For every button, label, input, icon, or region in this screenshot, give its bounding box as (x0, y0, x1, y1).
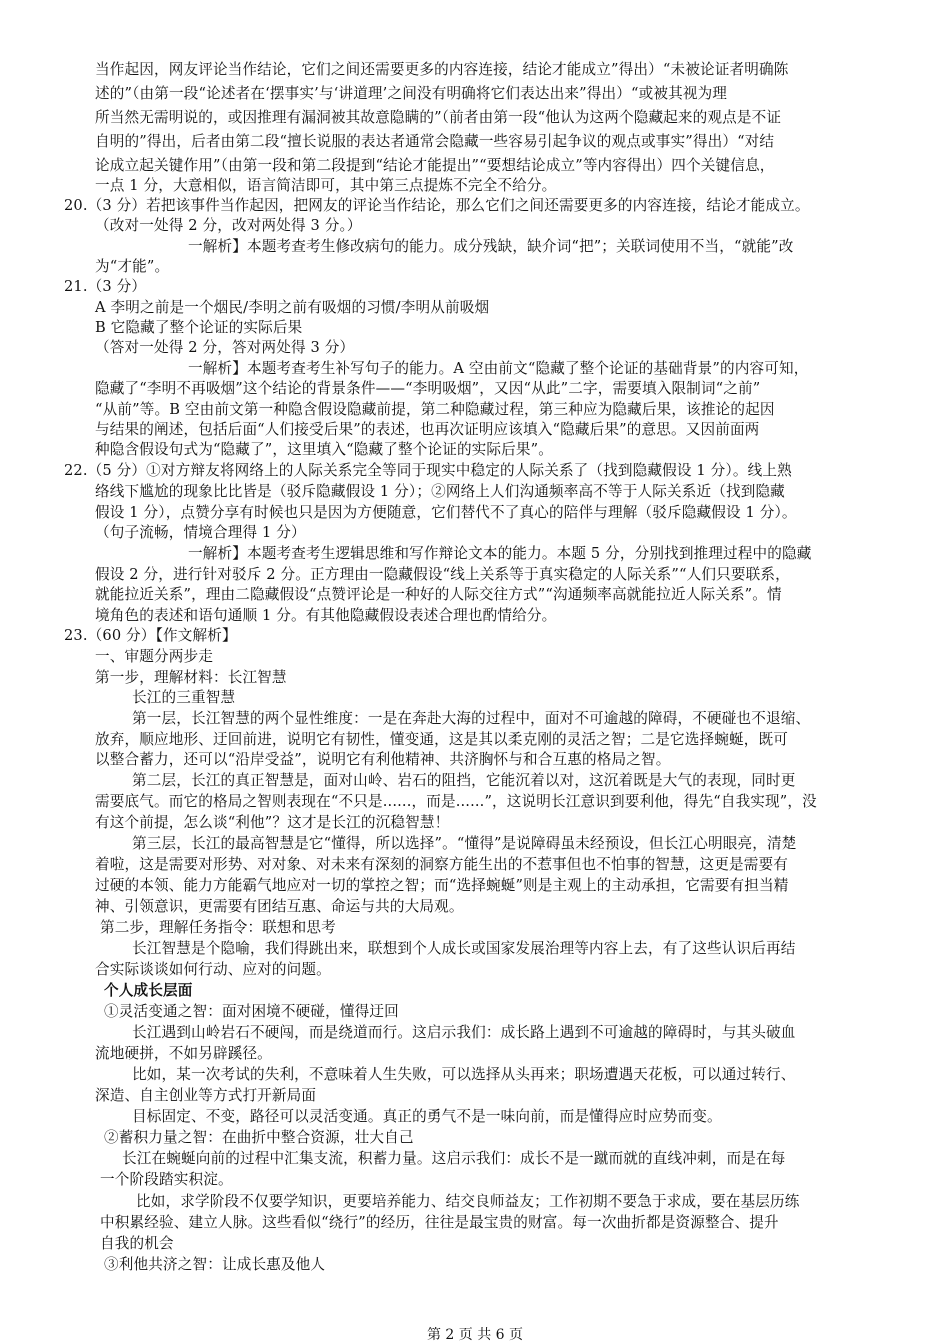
text-line: A 李明之前是一个烟民/李明之前有吸烟的习惯/李明从前吸烟 (95, 299, 490, 316)
text-line: 论成立起关键作用”（由第一段和第二段提到“结论才能提出”“要想结论成立”等内容得出）四个关键信息， (95, 157, 775, 174)
section-heading: 个人成长层面 (104, 982, 193, 999)
text-line: （句子流畅，情境合理得 1 分） (95, 524, 306, 541)
text-line: 一点 1 分，大意相似，语言简洁即可，其中第三点提炼不完全不给分。 (95, 177, 557, 194)
text-line: 第三层，长江的最高智慧是它“懂得，所以选择”。“懂得”是说障碍虽未经预设，但长江心明眼亮，清楚 (132, 835, 797, 852)
text-line: 假设 1 分），点赞分享有时候也只是因为方便随意，它们替代不了真心的陪伴与理解（驳斥隐藏假设 1 分）。 (95, 504, 797, 521)
analysis-line: 一解析】本题考查考生补写句子的能力。A 空由前文“隐藏了整个论证的基础背景”的内容可知， (188, 360, 809, 377)
answer-23-heading: 23.（60 分）【作文解析】 (64, 627, 237, 644)
text-line: 当作起因，网友评论当作结论，它们之间还需要更多的内容连接，结论才能成立”得出）“未被论证者明确陈 (95, 61, 789, 78)
answer-22-heading: 22.（5 分）①对方辩友将网络上的人际关系完全等同于现实中稳定的人际关系了（找到隐藏假设 1 分）。线上熟 (64, 462, 792, 479)
text-line: 比如，求学阶段不仅要学知识，更要培养能力、结交良师益友；工作初期不要急于求成，要在基层历练 (136, 1193, 800, 1210)
text-line: ②蓄积力量之智：在曲折中整合资源，壮大自己 (104, 1129, 414, 1146)
text-line: 自我的机会 (100, 1235, 174, 1252)
answer-20-heading: 20.（3 分）若把该事件当作起因，把网友的评论当作结论，那么它们之间还需要更多的内容连接，结论才能成立。 (64, 197, 810, 214)
text-line: 为“才能”。 (95, 258, 170, 275)
text-line: 合实际谈谈如何行动、应对的问题。 (95, 961, 331, 978)
answer-21-heading: 21.（3 分） (64, 278, 147, 295)
text-line: 所当然无需明说的，或因推理有漏洞被其故意隐瞒的”（前者由第一段“他认为这两个隐藏起来的观点是不证 (95, 109, 782, 126)
text-line: 一、审题分两步走 (95, 648, 213, 665)
text-line: 第一层，长江智慧的两个显性维度：一是在奔赴大海的过程中，面对不可逾越的障碍，不硬碰也不退缩、 (132, 710, 811, 727)
text-line: 过硬的本领、能力方能霸气地应对一切的掌控之智；而“选择蜿蜒”则是主观上的主动承担，它需要有担当精 (95, 877, 789, 894)
text-line: （答对一处得 2 分，答对两处得 3 分） (95, 339, 355, 356)
text-line: 第二步，理解任务指令：联想和思考 (100, 919, 336, 936)
text-line: 述的”（由第一段“论述者在‘摆事实’与‘讲道理’之间没有明确将它们表达出来”得出）“或被其视为理 (95, 85, 728, 102)
text-line: 深造、自主创业等方式打开新局面 (95, 1087, 317, 1104)
text-line: 中积累经验、建立人脉。这些看似“绕行”的经历，往往是最宝贵的财富。每一次曲折都是资源整合、提升 (100, 1214, 779, 1231)
text-line: 假设 2 分，进行针对驳斥 2 分。正方理由一隐藏假设“线上关系等于真实稳定的人际关系”“人们只要联系， (95, 566, 790, 583)
text-line: 需要底气。而它的格局之智则表现在“不只是......，而是......”，这说明长江意识到要利他，得先“自我实现”，没 (95, 793, 817, 810)
text-line: 目标固定、不变，路径可以灵活变通。真正的勇气不是一味向前，而是懂得应时应势而变。 (132, 1108, 722, 1125)
text-line: 第一步，理解材料：长江智慧 (95, 669, 287, 686)
analysis-line: 一解析】本题考查考生逻辑思维和写作辩论文本的能力。本题 5 分，分别找到推理过程中的隐藏 (188, 545, 812, 562)
text-line: 有这个前提，怎么谈“利他”？这才是长江的沉稳智慧！ (95, 814, 450, 831)
text-line: 神、引领意识，更需要有团结互惠、命运与共的大局观。 (95, 898, 464, 915)
text-line: 着啦，这是需要对形势、对对象、对未来有深刻的洞察方能生出的不惹事但也不怕事的智慧，这更是需要有 (95, 856, 788, 873)
text-line: 比如，某一次考试的失利，不意味着人生失败，可以选择从头再来；职场遭遇天花板，可以通过转行、 (132, 1066, 796, 1083)
text-line: 流地硬拼，不如另辟蹊径。 (95, 1045, 272, 1062)
text-line: 长江智慧是个隐喻，我们得跳出来，联想到个人成长或国家发展治理等内容上去，有了这些认识后再结 (132, 940, 796, 957)
text-line: （改对一处得 2 分，改对两处得 3 分。） (95, 217, 362, 234)
text-line: 以整合蓄力，还可以“沿岸受益”，说明它有利他精神、共济胸怀与和合互惠的格局之智。 (95, 751, 671, 768)
text-line: 长江在蜿蜒向前的过程中汇集支流，积蓄力量。这启示我们：成长不是一蹴而就的直线冲刺，而是在每 (122, 1150, 786, 1167)
text-line: 境角色的表述和语句通顺 1 分。有其他隐藏假设表述合理也酌情给分。 (95, 607, 557, 624)
text-line: ③利他共济之智：让成长惠及他人 (104, 1256, 326, 1273)
text-line: 长江的三重智慧 (132, 689, 236, 706)
text-line: “从前”等。B 空由前文第一种隐含假设隐藏前提，第二种隐藏过程，第三种应为隐藏后果，该推论的起因 (95, 401, 775, 418)
text-line: 与结果的阐述，包括后面“人们接受后果”的表述，也再次证明应该填入“隐藏后果”的意思。又因前面两 (95, 421, 760, 438)
text-line: 隐藏了“李明不再吸烟”这个结论的背景条件——“李明吸烟”，又因“从此”二字，需要填入限制词“之前” (95, 380, 761, 397)
text-line: 种隐含假设句式为“隐藏了”，这里填入“隐藏了整个论证的实际后果”。 (95, 441, 554, 458)
text-line: 络线下尴尬的现象比比皆是（驳斥隐藏假设 1 分）；②网络上人们沟通频率高不等于人际关系近（找到隐藏 (95, 483, 785, 500)
page-footer: 第 2 页 共 6 页 (426, 1327, 524, 1343)
text-line: 自明的”得出，后者由第二段“擅长说服的表达者通常会隐藏一些容易引起争议的观点或事实”得出）“对结 (95, 133, 775, 150)
text-line: ①灵活变通之智：面对困境不硬碰，懂得迂回 (104, 1003, 399, 1020)
analysis-line: 一解析】本题考查考生修改病句的能力。成分残缺，缺介词“把”；关联词使用不当，“就能”改 (188, 238, 794, 255)
text-line: 一个阶段踏实积淀。 (100, 1171, 233, 1188)
text-line: 就能拉近关系”，理由二隐藏假设“点赞评论是一种好的人际交往方式”“沟通频率高就能拉近人际关系”。情 (95, 586, 782, 603)
text-line: B 它隐藏了整个论证的实际后果 (95, 319, 303, 336)
text-line: 放弃，顺应地形、迂回前进，说明它有韧性，懂变通，这是其以柔克刚的灵活之智；二是它选择蜿蜒，既可 (95, 731, 788, 748)
text-line: 第二层，长江的真正智慧是，面对山岭、岩石的阻挡，它能沉着以对，这沉着既是大气的表现，同时更 (132, 772, 796, 789)
text-line: 长江遇到山岭岩石不硬闯，而是绕道而行。这启示我们：成长路上遇到不可逾越的障碍时，与其头破血 (132, 1024, 796, 1041)
